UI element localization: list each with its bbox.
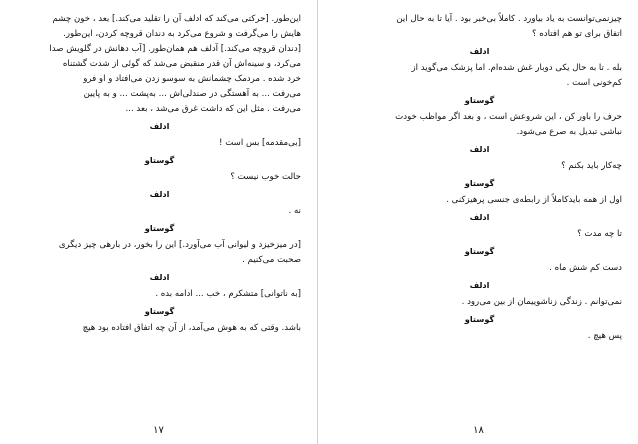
speaker-name: ادلف xyxy=(149,189,170,199)
speaker-name: ادلف xyxy=(149,272,170,282)
speaker-name: ادلف xyxy=(469,280,490,290)
text-line: می‌کرد، و سینه‌اش آن قدر منقبض می‌شد که گوئی از شدت گشتناه xyxy=(62,59,301,69)
page-number: ۱۸ xyxy=(473,425,484,436)
speaker-name: ادلف xyxy=(469,144,490,154)
speaker-name: گوستاو xyxy=(464,178,495,188)
dialogue-line: نمی‌توانم . زندگی زناشوییمان از بین می‌رود . xyxy=(461,297,622,307)
speaker-name: گوستاو xyxy=(464,314,495,324)
dialogue-line: باشد. وقتی که به هوش می‌آمد، از آن چه اتفاق افتاده بود هیچ xyxy=(82,323,301,333)
text-line: [دندان قروچه می‌کند.] آدلف هم همان‌طور. [آب دهانش در گلویش صدا xyxy=(49,44,301,54)
speaker-name: ادلف xyxy=(469,46,490,56)
dialogue-line: نه . xyxy=(288,206,301,216)
speaker-name: ادلف xyxy=(469,212,490,222)
dialogue-line: نباشی تبدیل به صرع می‌شود. xyxy=(516,127,622,137)
dialogue-line: تا چه مدت ؟ xyxy=(577,229,622,239)
text-line: خرد شده . مردمک چشمانش به سوسو زدن می‌افتاد و او فرو xyxy=(83,74,301,84)
speaker-name: گوستاو xyxy=(144,306,175,316)
speaker-name: گوستاو xyxy=(144,155,175,165)
dialogue-line: دست کم شش ماه . xyxy=(549,263,622,273)
dialogue-line: [در میزخیزد و لیوانی آب می‌آورد.] این را بخور، در بارهی چیز دیگری xyxy=(58,240,301,250)
dialogue-line: چه‌کار باید بکنم ؟ xyxy=(561,161,622,171)
dialogue-line: صحبت می‌کنیم . xyxy=(242,255,301,265)
text-line: اتفاق برای تو هم افتاده ؟ xyxy=(532,29,622,39)
speaker-name: ادلف xyxy=(149,121,170,131)
speaker-name: گوستاو xyxy=(144,223,175,233)
dialogue-line: حرف را باور کن ، این شروعش است ، و بعد اگر مواظب خودت xyxy=(395,112,622,122)
dialogue-line: حالت خوب نیست ؟ xyxy=(230,172,301,182)
text-line: می‌رفت ... به آهستگی در صندلی‌اش ... به‌پشت ... و به پایین xyxy=(83,89,301,99)
left-page-text xyxy=(18,12,301,418)
speaker-name: گوستاو xyxy=(464,246,495,256)
speaker-name: گوستاو xyxy=(464,95,495,105)
dialogue-line: کم‌خونی است . xyxy=(566,78,622,88)
dialogue-line: پس هیچ . xyxy=(587,331,622,341)
page-number: ۱۷ xyxy=(153,425,164,436)
text-line: هایش را می‌گرفت و شروع می‌کرد به دندان قروچه کردن، این‌طور. xyxy=(63,29,301,39)
right-page xyxy=(319,0,638,444)
text-line: چیزنمی‌توانست به یاد بیاورد . کاملاً بی‌خبر بود . آیا تا به حال این xyxy=(396,14,622,24)
text-line: این‌طور. [حرکتی می‌کند که ادلف آن را تقلید می‌کند.] بعد ، خون چشم xyxy=(52,14,301,24)
right-page-text xyxy=(337,12,622,418)
dialogue-line: اول از همه بایدکاملاً از رابطه‌ی جنسی پرهیزکنی . xyxy=(446,195,622,205)
dialogue-line: بله . تا به حال یکی دوبار غش شده‌ام. اما پزشک می‌گوید از xyxy=(411,63,622,73)
text-line: می‌رفت . مثل این که داشت غرق می‌شد ، بعد ... xyxy=(125,104,301,114)
left-page xyxy=(0,0,318,444)
dialogue-line: [به ناتوانی] متشکرم ، خب ... ادامه بده . xyxy=(155,289,301,299)
dialogue-line: [بی‌مقدمه] بس است ! xyxy=(219,138,301,148)
